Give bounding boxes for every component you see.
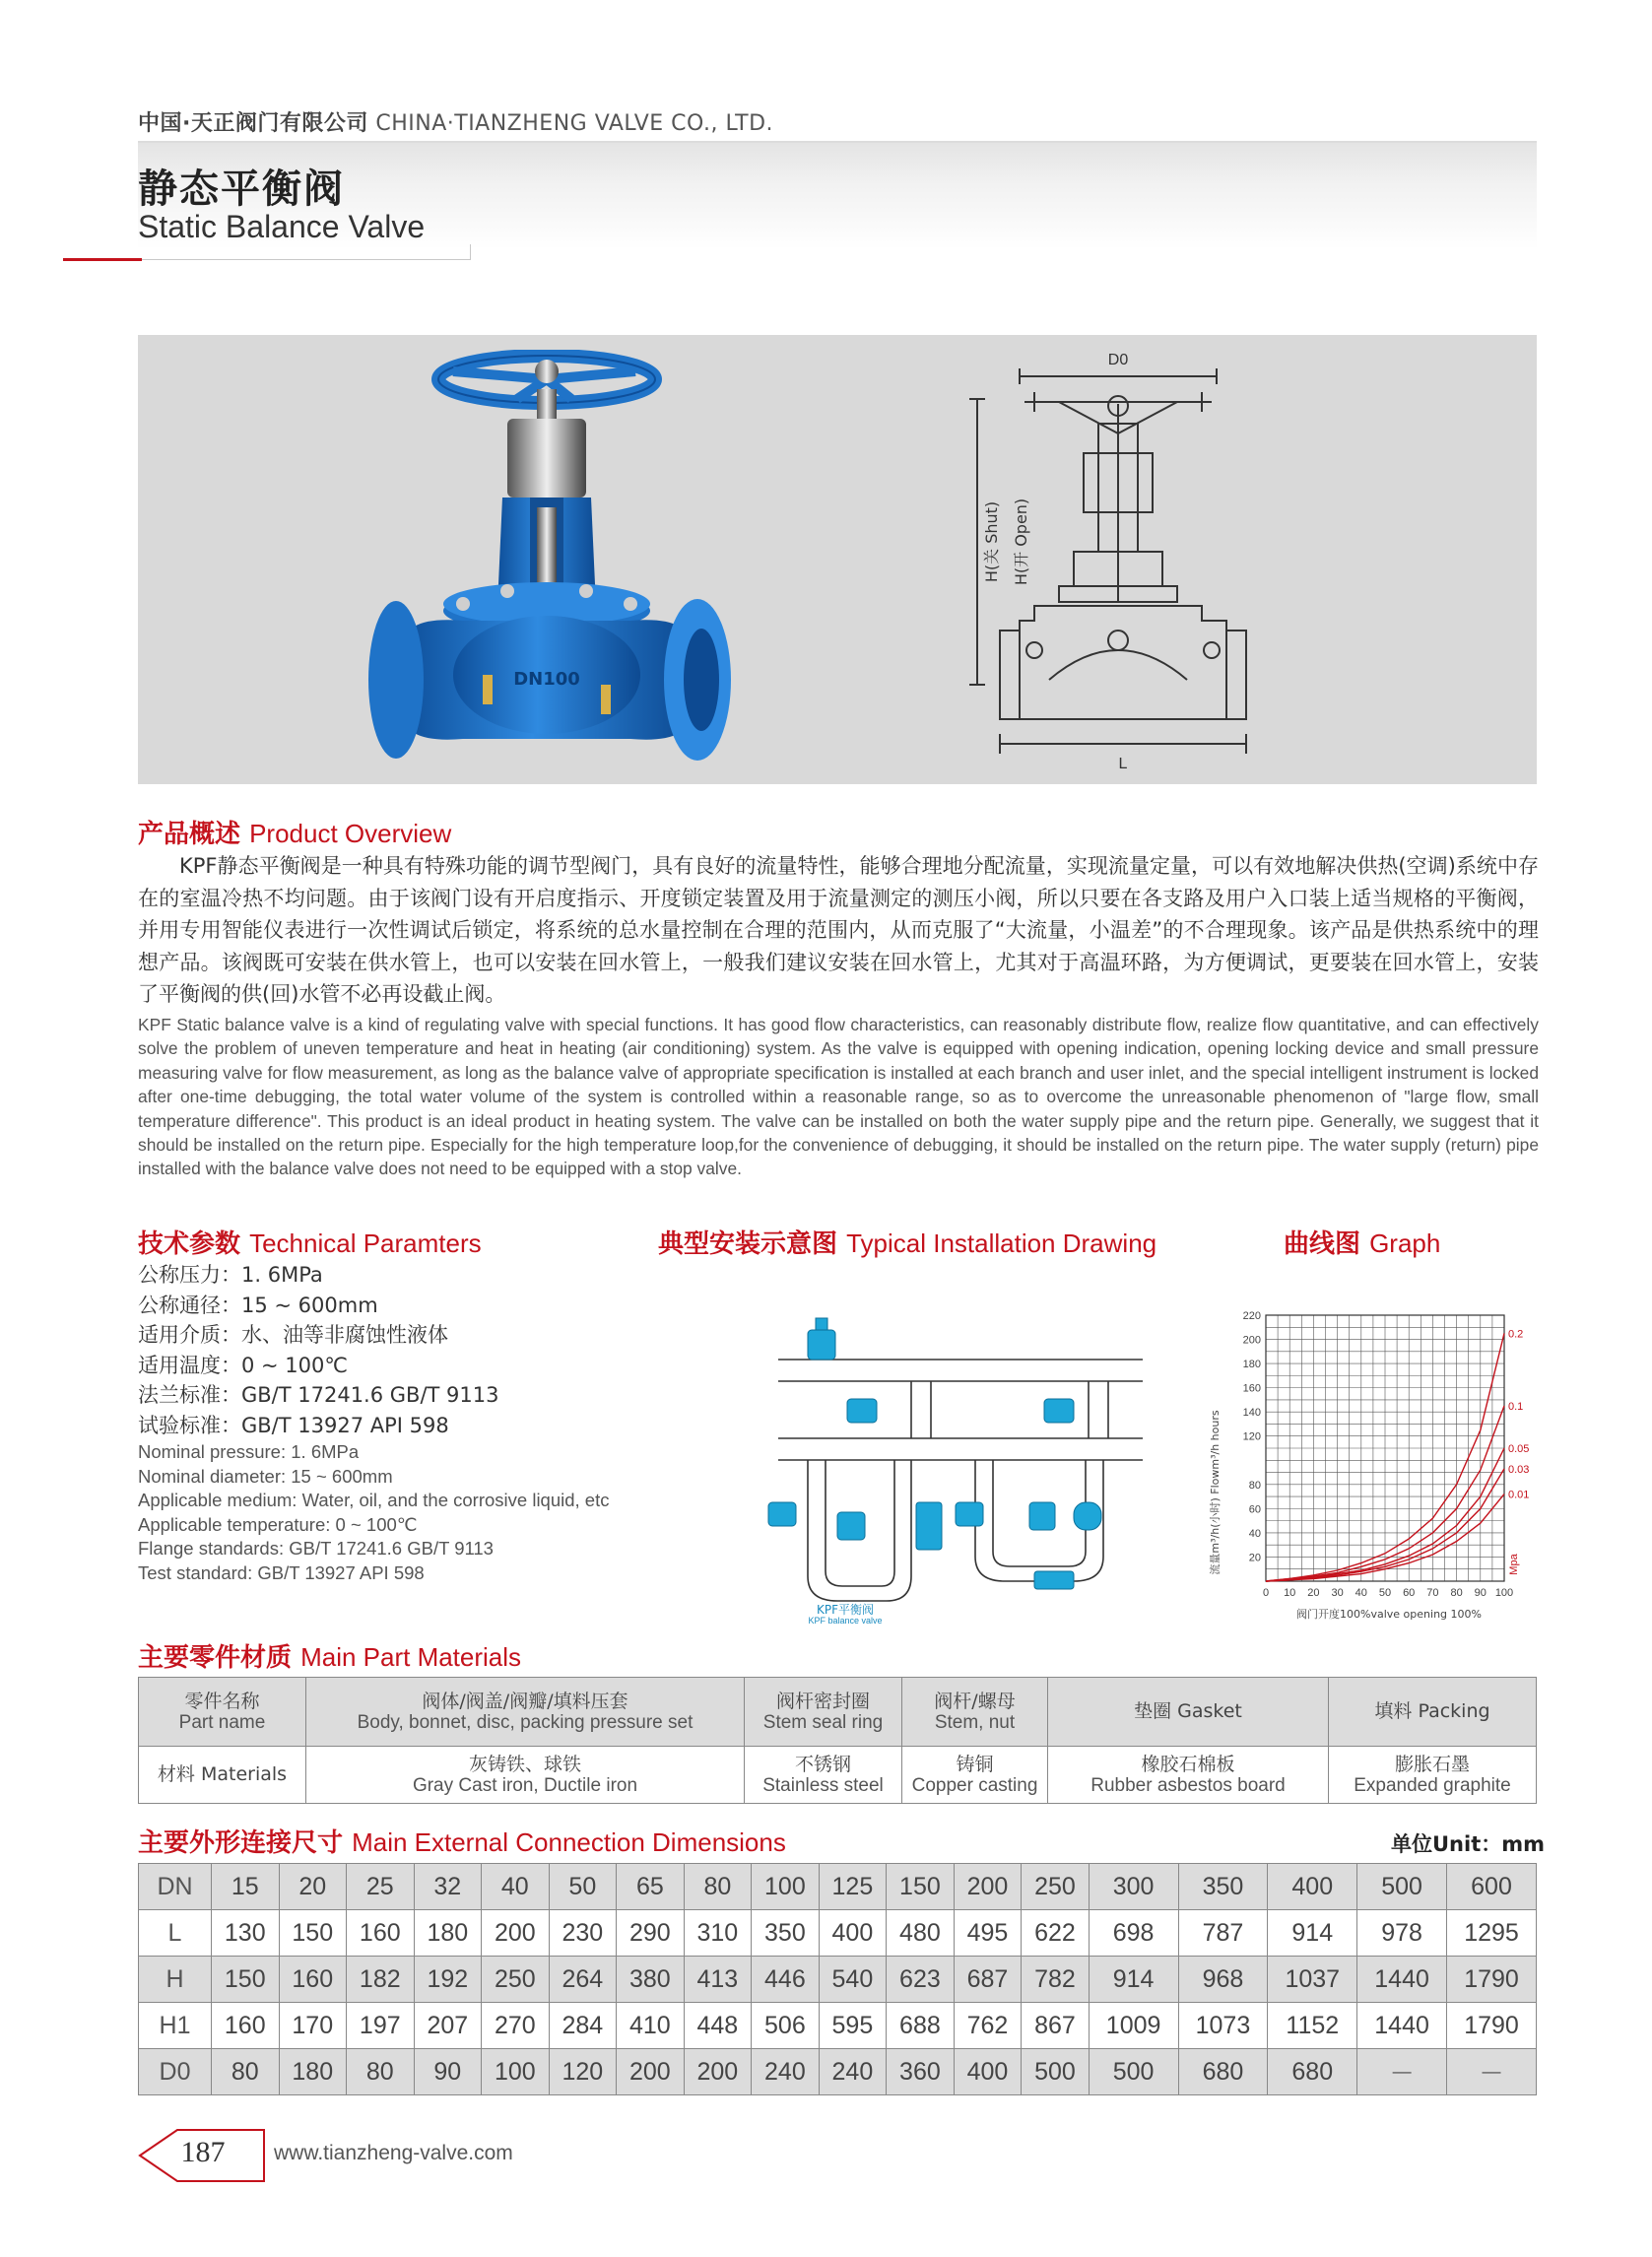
page-title-en: Static Balance Valve xyxy=(138,209,426,244)
dimension-cell: 680 xyxy=(1178,2049,1268,2095)
dimensions-title-cn: 主要外形连接尺寸 xyxy=(138,1828,344,1858)
param-cn: 公称压力：1. 6MPa xyxy=(138,1263,323,1287)
cell-en: Packing xyxy=(1418,1700,1490,1722)
valve-photo-label: DN100 xyxy=(513,669,580,690)
dimension-cell: 125 xyxy=(819,1864,887,1910)
y-tick-label: 160 xyxy=(1242,1382,1261,1395)
chart-y-label: 流量m³/h(小时) Flowm³/h hours xyxy=(1209,1410,1222,1575)
dimension-cell: 65 xyxy=(617,1864,685,1910)
page-title-cn: 静态平衡阀 xyxy=(138,166,345,212)
installation-title xyxy=(658,1224,1156,1260)
materials-cell xyxy=(306,1747,745,1804)
dimension-row-label: H xyxy=(139,1957,212,2003)
materials-table xyxy=(138,1677,1537,1804)
flow-chart xyxy=(1197,1300,1537,1626)
dimension-cell: 680 xyxy=(1268,2049,1357,2095)
dimension-cell: 687 xyxy=(954,1957,1022,2003)
chart-right-unit: Mpa xyxy=(1508,1554,1520,1575)
dimension-row-d0 xyxy=(139,2049,1537,2095)
cell-en: Gasket xyxy=(1177,1700,1242,1722)
dimension-cell: 32 xyxy=(414,1864,482,1910)
dimension-row-l xyxy=(139,1910,1537,1957)
series-label: 0.03 xyxy=(1508,1463,1530,1476)
dimension-cell: 380 xyxy=(617,1957,685,2003)
cell-cn: 垫圈 xyxy=(1134,1700,1172,1722)
dimensions-title xyxy=(138,1823,786,1859)
y-tick-label: 200 xyxy=(1242,1334,1261,1347)
title-underline xyxy=(142,259,471,260)
cell-en: Gray Cast iron, Ductile iron xyxy=(412,1774,638,1796)
param-cn: 适用介质：水、油等非腐蚀性液体 xyxy=(138,1323,448,1347)
dimension-cell: 1440 xyxy=(1357,1957,1447,2003)
materials-title xyxy=(138,1637,521,1674)
dimension-cell: 622 xyxy=(1022,1910,1090,1957)
cell-en: Materials xyxy=(200,1763,288,1785)
dimension-cell: 500 xyxy=(1089,2049,1178,2095)
technical-params xyxy=(138,1260,690,1585)
param-en: Test standard: GB/T 13927 API 598 xyxy=(138,1561,425,1583)
cell-cn: 铸铜 xyxy=(956,1753,994,1775)
dimension-row-label: DN xyxy=(139,1864,212,1910)
dimension-cell: 80 xyxy=(347,2049,415,2095)
dimension-cell: 867 xyxy=(1022,2003,1090,2049)
dimension-cell: 914 xyxy=(1268,1910,1357,1957)
valve-photo xyxy=(335,350,778,773)
dimension-cell: 1152 xyxy=(1268,2003,1357,2049)
y-tick-label: 140 xyxy=(1242,1407,1261,1420)
cell-cn: 阀体/阀盖/阀瓣/填料压套 xyxy=(422,1690,628,1712)
dimension-cell: 968 xyxy=(1178,1957,1268,2003)
installation-title-en: Typical Installation Drawing xyxy=(846,1228,1157,1258)
dimension-cell: 180 xyxy=(279,2049,347,2095)
dimension-cell: 182 xyxy=(347,1957,415,2003)
materials-header-cell xyxy=(139,1678,306,1747)
overview-title xyxy=(138,814,451,850)
title-underline-tick xyxy=(470,244,471,260)
materials-row xyxy=(139,1747,1537,1804)
installation-caption-cn: KPF平衡阀 xyxy=(816,1603,875,1617)
dimension-cell: 160 xyxy=(347,1910,415,1957)
dimension-cell: 200 xyxy=(954,1864,1022,1910)
x-tick-label: 10 xyxy=(1284,1587,1296,1599)
cell-cn: 阀杆/螺母 xyxy=(934,1690,1016,1712)
series-label: 0.1 xyxy=(1508,1401,1524,1414)
drawing-label-h-open: H(开 Open) xyxy=(1012,498,1030,586)
dimension-cell: 1440 xyxy=(1357,2003,1447,2049)
overview-text-en: KPF Static balance valve is a kind of regulating valve with special functions. It has good flow characteristics, can reasonably distribute flow, realize flow quantitative, and can effectively solve the problem of uneven temperature and heat in heating (air conditioning) system. As the valve is equipped with opening indication, opening locking device and small pressure measuring valve for flow measurement, as long as the balance valve of appropriate specification is installed at each branch and user inlet, and the special intelligent instrument is locked after one-time debugging, the total water volume of the system is controlled within a reasonable range, so as to overcome the unreasonable phenomenon of "large flow, small temperature difference". This product is an ideal product in heating system. The valve can be installed on both the water supply pipe and the return pipe. Generally, we suggest that it should be installed on the return pipe. Especially for the high temperature loop,for the convenience of debugging, it should be installed on the return pipe. The water supply (return) pipe installed with the balance valve does not need to be equipped with a stop valve. xyxy=(138,1015,1539,1179)
materials-header-cell xyxy=(745,1678,902,1747)
dimension-cell: 284 xyxy=(549,2003,617,2049)
dimension-cell: 623 xyxy=(887,1957,955,2003)
dimension-cell: 1073 xyxy=(1178,2003,1268,2049)
dimension-cell: 1790 xyxy=(1447,1957,1537,2003)
dimension-cell: 1009 xyxy=(1089,2003,1178,2049)
drawing-label-h-shut: H(关 Shut) xyxy=(982,500,1001,583)
dimension-cell: 480 xyxy=(887,1910,955,1957)
materials-header-row xyxy=(139,1678,1537,1747)
dimension-cell: 200 xyxy=(684,2049,752,2095)
dimension-cell: 1037 xyxy=(1268,1957,1357,2003)
page-number: 187 xyxy=(180,2136,226,2168)
dimension-cell: 240 xyxy=(752,2049,820,2095)
cell-cn: 膨胀石墨 xyxy=(1394,1753,1470,1775)
dimension-cell: 100 xyxy=(752,1864,820,1910)
materials-header-cell xyxy=(1048,1678,1329,1747)
dimension-row-h1 xyxy=(139,2003,1537,2049)
y-tick-label: 180 xyxy=(1242,1359,1261,1371)
cell-cn: 材料 xyxy=(157,1763,195,1785)
dimension-cell: 200 xyxy=(617,2049,685,2095)
x-tick-label: 20 xyxy=(1307,1587,1320,1599)
materials-cell xyxy=(1048,1747,1329,1804)
dimension-cell: 270 xyxy=(482,2003,550,2049)
cell-cn: 零件名称 xyxy=(184,1690,260,1712)
dimension-cell: 120 xyxy=(549,2049,617,2095)
dimension-cell: 207 xyxy=(414,2003,482,2049)
website-url: www.tianzheng-valve.com xyxy=(274,2142,513,2164)
params-title-cn: 技术参数 xyxy=(138,1229,241,1259)
dimension-cell: 180 xyxy=(414,1910,482,1957)
dimension-cell: 80 xyxy=(684,1864,752,1910)
dimension-cell: 300 xyxy=(1089,1864,1178,1910)
dimension-cell: 170 xyxy=(279,2003,347,2049)
params-title-en: Technical Paramters xyxy=(249,1228,482,1258)
x-tick-label: 70 xyxy=(1426,1587,1439,1599)
dimension-cell: 978 xyxy=(1357,1910,1447,1957)
params-title xyxy=(138,1224,482,1260)
dimensions-table xyxy=(138,1863,1537,2095)
dimension-cell: 310 xyxy=(684,1910,752,1957)
y-tick-label: 120 xyxy=(1242,1430,1261,1443)
param-cn: 公称通径：15 ~ 600mm xyxy=(138,1293,378,1317)
dimension-cell: 150 xyxy=(212,1957,280,2003)
dimension-cell: 540 xyxy=(819,1957,887,2003)
dimension-cell: 240 xyxy=(819,2049,887,2095)
dimension-cell: 448 xyxy=(684,2003,752,2049)
graph-title xyxy=(1284,1224,1440,1260)
materials-title-cn: 主要零件材质 xyxy=(138,1643,293,1673)
dimension-cell: 230 xyxy=(549,1910,617,1957)
materials-header-cell xyxy=(1329,1678,1537,1747)
param-en: Applicable temperature: 0 ~ 100℃ xyxy=(138,1513,418,1535)
dimension-row-label: D0 xyxy=(139,2049,212,2095)
dimension-cell: 600 xyxy=(1447,1864,1537,1910)
series-label: 0.05 xyxy=(1508,1443,1530,1455)
cell-en: Stainless steel xyxy=(762,1774,884,1796)
dimension-cell: 192 xyxy=(414,1957,482,2003)
dimension-cell: 400 xyxy=(1268,1864,1357,1910)
dimension-cell: 25 xyxy=(347,1864,415,1910)
product-image-panel xyxy=(138,335,1537,784)
cell-en: Part name xyxy=(178,1711,266,1733)
chart-series xyxy=(1266,1328,1529,1581)
dimension-cell: 446 xyxy=(752,1957,820,2003)
dimension-cell: 400 xyxy=(954,2049,1022,2095)
drawing-label-d0: D0 xyxy=(1107,352,1129,368)
dimension-cell: 80 xyxy=(212,2049,280,2095)
dimension-row-h xyxy=(139,1957,1537,2003)
x-tick-label: 90 xyxy=(1474,1587,1487,1599)
x-tick-label: 80 xyxy=(1450,1587,1463,1599)
dimension-cell: 290 xyxy=(617,1910,685,1957)
dimension-cell: 160 xyxy=(279,1957,347,2003)
cell-en: Body, bonnet, disc, packing pressure set xyxy=(357,1711,694,1733)
dimension-row-label: H1 xyxy=(139,2003,212,2049)
param-cn: 法兰标准：GB/T 17241.6 GB/T 9113 xyxy=(138,1383,499,1407)
x-tick-label: 60 xyxy=(1403,1587,1416,1599)
x-tick-label: 40 xyxy=(1355,1587,1367,1599)
unit-label: 单位Unit：mm xyxy=(1391,1832,1546,1856)
cell-cn: 橡胶石棉板 xyxy=(1141,1753,1235,1775)
y-tick-label: 20 xyxy=(1248,1552,1261,1564)
dimension-cell: 200 xyxy=(482,1910,550,1957)
dimension-cell: 787 xyxy=(1178,1910,1268,1957)
drawing-label-l: L xyxy=(1118,756,1128,772)
overview-title-cn: 产品概述 xyxy=(138,820,241,849)
dimension-cell: 1790 xyxy=(1447,2003,1537,2049)
company-name-cn: 中国·天正阀门有限公司 xyxy=(138,111,368,136)
y-tick-label: 220 xyxy=(1242,1310,1261,1322)
dimension-cell: 264 xyxy=(549,1957,617,2003)
dimension-cell: 350 xyxy=(1178,1864,1268,1910)
dimension-cell: 410 xyxy=(617,2003,685,2049)
chart-grid xyxy=(1266,1315,1504,1581)
chart-x-label: 阀门开度100%valve opening 100% xyxy=(1296,1608,1482,1621)
cell-en: Stem seal ring xyxy=(762,1711,884,1733)
dimension-cell: 90 xyxy=(414,2049,482,2095)
dimension-cell: － xyxy=(1447,2049,1537,2095)
dimension-cell: 130 xyxy=(212,1910,280,1957)
title-underline-accent xyxy=(63,258,142,261)
cell-cn: 不锈钢 xyxy=(794,1753,851,1775)
valve-technical-drawing xyxy=(965,345,1340,778)
dimension-cell: 197 xyxy=(347,2003,415,2049)
materials-cell xyxy=(902,1747,1048,1804)
dimension-cell: 698 xyxy=(1089,1910,1178,1957)
overview-text-cn: KPF静态平衡阀是一种具有特殊功能的调节型阀门，具有良好的流量特性，能够合理地分配流量，实现流量定量，可以有效地解决供热(空调)系统中存在的室温冷热不均问题。由于该阀门设有开启度指示、开度锁定装置及用于流量测定的测压小阀，所以只要在各支路及用户入口装上适当规格的平衡阀，并用专用智能仪表进行一次性调试后锁定，将系统的总水量控制在合理的范围内，从而克服了“大流量，小温差”的不合理现象。该产品是供热系统中的理想产品。该阀既可安装在供水管上，也可以安装在回水管上，一般我们建议安装在回水管上，尤其对于高温环路，为方便调试，更要装在回水管上，安装了平衡阀的供(回)水管不必再设截止阀。 xyxy=(138,854,1539,1006)
materials-cell xyxy=(1329,1747,1537,1804)
dimension-cell: 160 xyxy=(212,2003,280,2049)
materials-cell xyxy=(745,1747,902,1804)
dimension-cell: 500 xyxy=(1357,1864,1447,1910)
dimension-cell: 15 xyxy=(212,1864,280,1910)
dimension-cell: 250 xyxy=(1022,1864,1090,1910)
dimension-cell: 506 xyxy=(752,2003,820,2049)
materials-header-cell xyxy=(902,1678,1048,1747)
y-tick-label: 60 xyxy=(1248,1503,1261,1516)
dimension-cell: 50 xyxy=(549,1864,617,1910)
company-name-en: CHINA·TIANZHENG VALVE CO., LTD. xyxy=(375,111,774,136)
dimension-cell: 413 xyxy=(684,1957,752,2003)
dimension-row-label: L xyxy=(139,1910,212,1957)
dimension-cell: 40 xyxy=(482,1864,550,1910)
dimension-cell: 150 xyxy=(887,1864,955,1910)
installation-title-cn: 典型安装示意图 xyxy=(658,1229,838,1259)
param-en: Flange standards: GB/T 17241.6 GB/T 9113 xyxy=(138,1538,494,1559)
company-name xyxy=(138,106,773,137)
dimension-row-dn xyxy=(139,1864,1537,1910)
x-tick-label: 100 xyxy=(1494,1587,1514,1599)
materials-title-en: Main Part Materials xyxy=(300,1642,522,1672)
dimensions-title-en: Main External Connection Dimensions xyxy=(352,1827,786,1857)
dimension-cell: 100 xyxy=(482,2049,550,2095)
materials-header-cell xyxy=(306,1678,745,1747)
dimension-cell: 914 xyxy=(1089,1957,1178,2003)
cell-en: Rubber asbestos board xyxy=(1090,1774,1286,1796)
dimension-cell: 500 xyxy=(1022,2049,1090,2095)
x-tick-label: 0 xyxy=(1262,1587,1270,1599)
cell-en: Expanded graphite xyxy=(1354,1774,1511,1796)
dimension-cell: 1295 xyxy=(1447,1910,1537,1957)
param-en: Applicable medium: Water, oil, and the corrosive liquid, etc xyxy=(138,1490,610,1510)
dimension-cell: 350 xyxy=(752,1910,820,1957)
overview-title-en: Product Overview xyxy=(249,819,452,848)
dimension-cell: － xyxy=(1357,2049,1447,2095)
dimension-cell: 495 xyxy=(954,1910,1022,1957)
installation-caption-en: KPF balance valve xyxy=(808,1616,883,1626)
dimension-cell: 762 xyxy=(954,2003,1022,2049)
y-tick-label: 80 xyxy=(1248,1479,1261,1492)
dimension-cell: 688 xyxy=(887,2003,955,2049)
param-en: Nominal pressure: 1. 6MPa xyxy=(138,1441,360,1462)
dimension-cell: 250 xyxy=(482,1957,550,2003)
dimension-cell: 20 xyxy=(279,1864,347,1910)
param-en: Nominal diameter: 15 ~ 600mm xyxy=(138,1465,393,1487)
dimension-cell: 782 xyxy=(1022,1957,1090,2003)
param-cn: 适用温度：0 ~ 100℃ xyxy=(138,1353,348,1377)
x-tick-label: 50 xyxy=(1378,1587,1392,1599)
dimension-cell: 150 xyxy=(279,1910,347,1957)
series-label: 0.2 xyxy=(1508,1328,1524,1341)
graph-title-en: Graph xyxy=(1369,1228,1441,1258)
materials-row-label xyxy=(139,1747,306,1804)
cell-cn: 灰铸铁、球铁 xyxy=(468,1753,581,1775)
series-label: 0.01 xyxy=(1508,1489,1530,1501)
y-tick-label: 40 xyxy=(1248,1527,1261,1540)
dimension-cell: 400 xyxy=(819,1910,887,1957)
x-tick-label: 30 xyxy=(1331,1587,1344,1599)
graph-title-cn: 曲线图 xyxy=(1284,1229,1361,1259)
param-cn: 试验标准：GB/T 13927 API 598 xyxy=(138,1413,449,1437)
cell-en: Stem, nut xyxy=(934,1711,1016,1733)
cell-cn: 阀杆密封圈 xyxy=(775,1690,870,1712)
cell-cn: 填料 xyxy=(1374,1700,1413,1722)
cell-en: Copper casting xyxy=(911,1774,1038,1796)
installation-drawing xyxy=(749,1300,1162,1626)
dimension-cell: 360 xyxy=(887,2049,955,2095)
dimension-cell: 595 xyxy=(819,2003,887,2049)
